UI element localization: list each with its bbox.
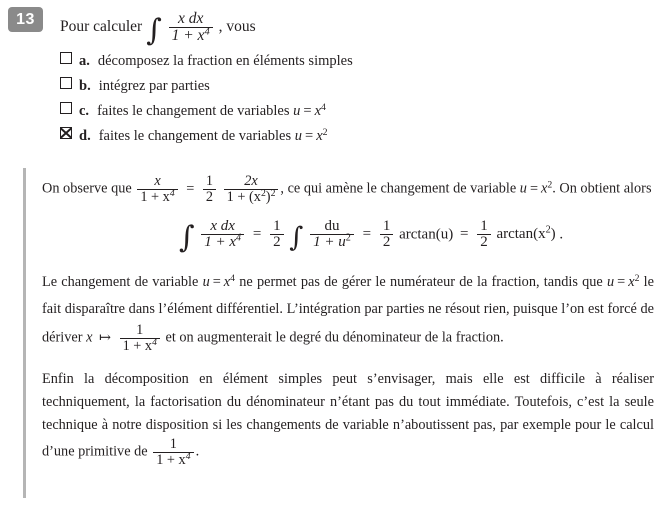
option-d-var: u [294,128,303,144]
p1-f2-den-pre: 1 + (x [226,188,261,205]
p1-f1-den-text: 1 + x [140,188,170,205]
p1-f2-den-exp2: 2 [270,187,276,199]
display-half1-num: 1 [273,217,281,234]
display-f1-den-text: 1 + x [204,234,236,251]
display-half-1 [270,219,284,251]
explanation-paragraph-1 [42,174,654,205]
p1-var: u [519,180,527,197]
p3-period: . [195,444,200,461]
display-half2-den: 2 [380,234,394,251]
explanation-paragraph-2 [42,269,654,354]
option-a-text: décomposez la fraction en éléments simples [97,53,353,69]
display-half-2 [380,219,394,251]
option-d-text: faites le changement de variables [98,128,292,144]
option-d-base: x [316,128,323,144]
p1-f2-den-mid: ) [265,188,271,205]
denominator-text: 1 + x [171,27,205,45]
display-integral-2-icon: ∫ [289,222,304,254]
p1-one-half [203,174,216,205]
display-arctan2-pre: arctan(x [496,226,546,243]
option-b[interactable] [60,78,353,103]
p2-var2-base: x [628,273,635,290]
p1-var-eq: = [529,180,539,197]
p1-var-base: x [541,180,548,197]
option-c-equals: = [303,103,312,119]
option-d-math [291,128,327,145]
p2-var1: u [202,273,210,290]
display-arctan-1: arctan(u) [399,226,454,243]
option-d[interactable] [60,128,353,153]
display-f2-den-exp: 2 [345,233,351,245]
p1-f1-den [137,189,177,205]
p2-f-den [120,338,160,354]
p2-var2: u [607,273,615,290]
display-half-3 [477,219,491,251]
p3-f-den-exp: 4 [185,451,191,463]
p2-var1-exp: 4 [230,272,236,284]
option-c-math [290,103,326,120]
p2-f-den-exp: 4 [152,337,157,349]
option-d-exponent: 2 [322,126,328,138]
p1-f1-den-exp: 4 [169,187,175,199]
p1-mid: , ce qui amène le changement de variable [280,180,517,197]
display-equation [42,217,654,256]
display-f1-num: x dx [210,217,235,234]
display-f2-num [322,219,343,235]
display-f1-den [201,234,244,251]
checkbox-c[interactable] [60,102,72,114]
option-c-text: faites le changement de variables [97,103,290,119]
question-header [8,7,256,49]
option-a[interactable] [60,53,353,78]
question-prompt-suffix: , vous [218,18,256,36]
denominator-exponent: 4 [204,26,210,38]
p3-f-den-text: 1 + x [156,452,186,469]
display-period: . [559,226,564,243]
question-fraction [169,11,213,44]
p2-var1-base: x [223,273,231,290]
option-a-letter: a. [79,53,90,69]
p2-var1-eq: = [212,273,221,290]
integral-icon: ∫ [146,13,162,49]
display-equals-2: = [362,226,372,243]
checkbox-d[interactable] [60,127,72,139]
p2-mid-2: le fait disparaître dans l’élément différentiel. L’intégration par parties ne résout rien, puisque l’on est forcé de dériver [42,273,654,346]
display-arctan-2 [496,226,555,242]
option-c-base: x [314,103,321,119]
p1-lead: On observe que [42,180,132,197]
display-frac-1 [201,219,244,251]
p3-f-den [153,452,193,468]
p3-fraction [153,437,193,468]
p1-var-exp: 2 [547,179,553,191]
display-half1-den: 2 [270,234,284,251]
p1-half-den: 2 [203,189,216,205]
p1-fraction-2 [224,174,279,205]
p2-mid-1: ne permet pas de gérer le numérateur de la fraction, tandis que [239,273,603,290]
p2-var2-exp: 2 [634,272,640,284]
p2-tail: et on augmenterait le degré du dénominateur de la fraction. [165,329,504,346]
fraction-denominator [169,27,213,44]
display-half2-num: 1 [382,217,391,234]
p1-f2-den-exp1: 2 [260,187,266,199]
explanation-block [42,174,654,472]
p1-equals: = [186,180,195,197]
answer-options [60,53,353,153]
p2-map-var: x [86,329,93,346]
p2-fraction [120,323,160,354]
display-f2-den-text: 1 + u [313,234,346,251]
display-frac-2 [310,219,354,251]
p1-fraction-1 [137,174,177,205]
p1-f2-num: 2x [244,173,258,189]
p2-f-num: 1 [136,322,144,339]
checkbox-a[interactable] [60,52,72,64]
option-c-exponent: 4 [321,101,326,113]
p1-f1-num: x [154,173,161,189]
p2-f-den-text: 1 + x [122,338,153,355]
question-prompt [60,7,256,49]
mapsto-icon: ↦ [99,329,111,346]
p1-f2-den [224,189,279,205]
display-f2-den [310,234,354,251]
option-b-letter: b. [79,78,91,94]
p3-f-num: 1 [169,436,177,453]
p2-var2-eq: = [617,273,626,290]
display-f2-num-text: du [324,217,340,234]
explanation-paragraph-3 [42,368,654,468]
p1-half-num: 1 [205,173,214,189]
display-half3-den: 2 [477,234,491,251]
display-equals-1: = [252,226,262,243]
option-c[interactable] [60,103,353,128]
p3-text: Enfin la décomposition en élément simples peut s’envisager, mais elle est difficile à réaliser techniquement, la factorisation du dénominateur n’étant pas du tout immédiate. Toutefois, c’est la seule technique à notre disposition si les changements de variable n’aboutissent pas, par exemple pour le calcul d’une primitive de [42,370,654,461]
option-d-letter: d. [79,128,91,144]
display-equals-3: = [459,226,469,243]
p1-tail: . On obtient alors [552,180,652,197]
explanation-vertical-rule [23,168,26,498]
checkbox-b[interactable] [60,77,72,89]
option-b-text: intégrez par parties [98,78,210,94]
display-arctan2-post: ) [550,226,556,243]
fraction-numerator: x dx [177,10,204,27]
option-c-var: u [293,103,301,119]
option-c-letter: c. [79,103,90,119]
display-f1-den-exp: 4 [236,233,242,245]
display-arctan2-exp: 2 [545,224,551,236]
question-prompt-text: Pour calculer [60,18,143,36]
display-integral-1-icon: ∫ [178,220,195,256]
question-number-badge: 13 [8,7,43,32]
option-d-equals: = [305,128,314,144]
display-half3-num: 1 [480,217,488,234]
p2-lead: Le changement de variable [42,273,199,290]
